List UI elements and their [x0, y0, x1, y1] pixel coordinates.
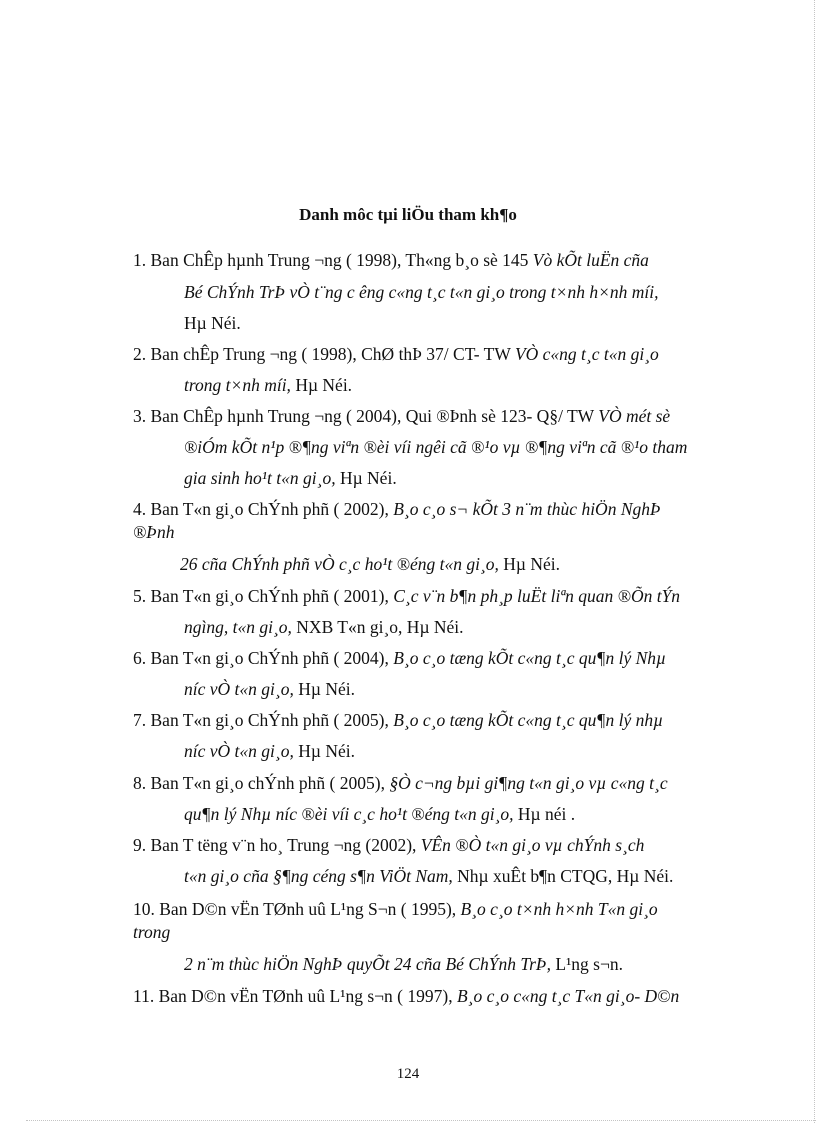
reference-line: 2 n¨m thùc hiÖn NghÞ quyÕt 24 cña Bé ChÝnh TrÞ, L¹ng s¬n.	[184, 954, 623, 974]
reference-line: Bé ChÝnh TrÞ vÒ t¨ng c êng c«ng t¸c t«n gi¸o trong t×nh h×nh míi,	[184, 282, 659, 302]
reference-line: 4. Ban T«n gi¸o ChÝnh phñ ( 2002), B¸o c¸o s¬ kÕt 3 n¨m thùc hiÖn NghÞ	[133, 499, 661, 519]
reference-line: 8. Ban T«n gi¸o chÝnh phñ ( 2005), §Ò c¬ng bµi gi¶ng t«n gi¸o vµ c«ng t¸c	[133, 773, 668, 793]
references-heading: Danh môc tµi liÖu tham kh¶o	[299, 205, 517, 224]
reference-line: 1. Ban ChÊp hµnh Trung ¬ng ( 1998), Th«ng b¸o sè 145 Vò kÕt luËn cña	[133, 250, 649, 270]
reference-line: ®Þnh	[133, 522, 175, 542]
reference-line: 26 cña ChÝnh phñ vÒ c¸c ho¹t ®éng t«n gi¸o, Hµ Néi.	[180, 554, 561, 574]
page-number: 124	[396, 1066, 420, 1082]
reference-line: 3. Ban ChÊp hµnh Trung ¬ng ( 2004), Qui ®Þnh sè 123- Q§/ TW VÒ mét sè	[133, 406, 671, 426]
reference-line: 5. Ban T«n gi¸o ChÝnh phñ ( 2001), C¸c v¨n b¶n ph¸p luËt liªn quan ®Õn tÝn	[133, 586, 681, 606]
reference-line: níc vÒ t«n gi¸o, Hµ Néi.	[184, 679, 355, 699]
reference-line: ®iÓm kÕt n¹p ®¶ng viªn ®èi víi ngêi cã ®¹o vµ ®¶ng viªn cã ®¹o tham	[184, 437, 688, 457]
reference-line: ngìng, t«n gi¸o, NXB T«n gi¸o, Hµ Néi.	[184, 617, 464, 637]
reference-line: 7. Ban T«n gi¸o ChÝnh phñ ( 2005), B¸o c¸o tæng kÕt c«ng t¸c qu¶n lý nhµ	[133, 710, 664, 730]
reference-line: 2. Ban chÊp Trung ¬ng ( 1998), ChØ thÞ 37/ CT- TW VÒ c«ng t¸c t«n gi¸o	[133, 344, 659, 364]
reference-line: 6. Ban T«n gi¸o ChÝnh phñ ( 2004), B¸o c¸o tæng kÕt c«ng t¸c qu¶n lý Nhµ	[133, 648, 667, 668]
reference-line: gia sinh ho¹t t«n gi¸o, Hµ Néi.	[184, 468, 397, 488]
reference-line: 11. Ban D©n vËn TØnh uû L¹ng s¬n ( 1997), B¸o c¸o c«ng t¸c T«n gi¸o- D©n	[133, 986, 680, 1006]
page-right-border	[814, 0, 815, 1123]
page-bottom-border	[26, 1120, 816, 1121]
reference-line: trong t×nh míi, Hµ Néi.	[184, 375, 353, 395]
reference-line: qu¶n lý Nhµ níc ®èi víi c¸c ho¹t ®éng t«n gi¸o, Hµ néi .	[184, 804, 576, 824]
reference-line: trong	[133, 922, 171, 942]
reference-line: 9. Ban T tëng v¨n ho¸ Trung ¬ng (2002), VÊn ®Ò t«n gi¸o vµ chÝnh s¸ch	[133, 835, 645, 855]
reference-line: Hµ Néi.	[184, 313, 241, 333]
reference-line: t«n gi¸o cña §¶ng céng s¶n ViÖt Nam, Nhµ xuÊt b¶n CTQG, Hµ Néi.	[184, 866, 674, 886]
reference-line: 10. Ban D©n vËn TØnh uû L¹ng S¬n ( 1995), B¸o c¸o t×nh h×nh T«n gi¸o	[133, 899, 658, 919]
reference-line: níc vÒ t«n gi¸o, Hµ Néi.	[184, 741, 355, 761]
